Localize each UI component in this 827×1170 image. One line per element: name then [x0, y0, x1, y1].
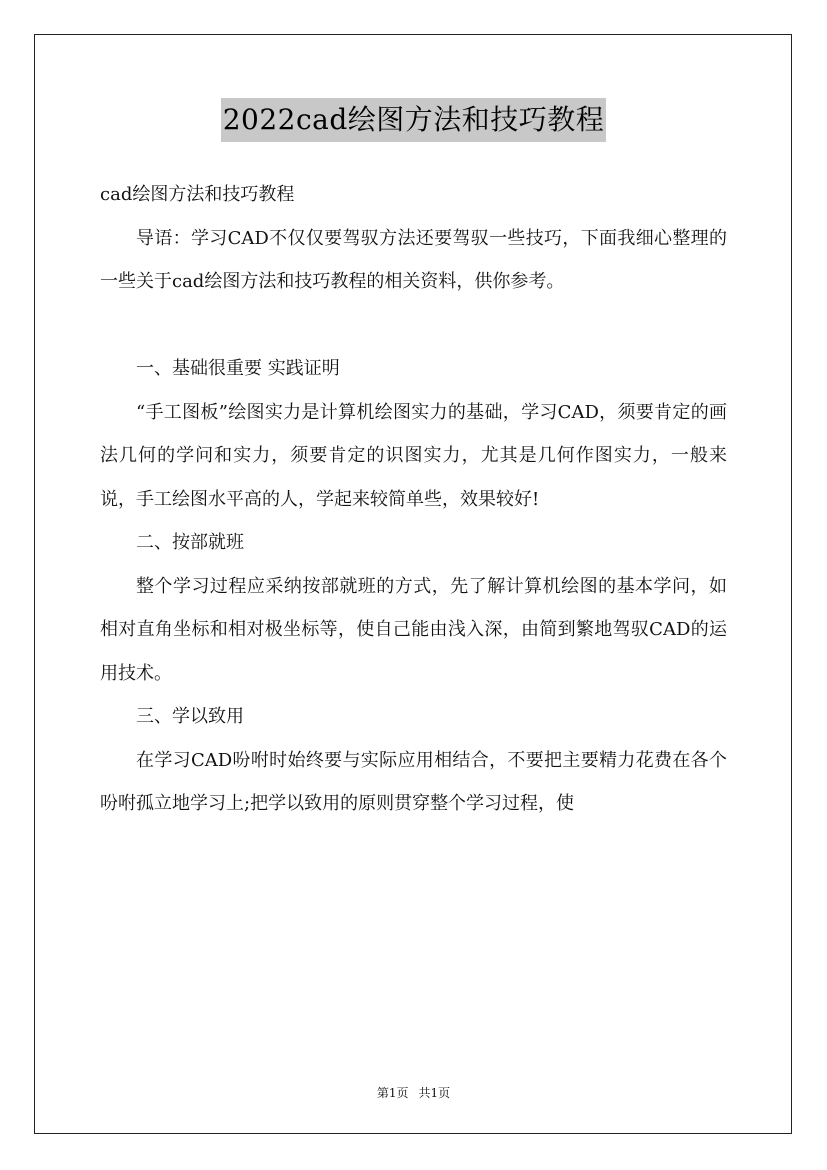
blank-line	[100, 304, 727, 348]
paragraph-section-1: “手工图板”绘图实力是计算机绘图实力的基础，学习CAD，须要肯定的画法几何的学问和实力，须要肯定的识图实力，尤其是几何作图实力，一般来说，手工绘图水平高的人，学起来较简单些，效果较好!	[100, 401, 727, 510]
section-heading-2: 二、按部就班	[136, 532, 244, 553]
paragraph-intro: 导语：学习CAD不仅仅要驾驭方法还要驾驭一些技巧，下面我细心整理的一些关于cad绘图方法和技巧教程的相关资料，供你参考。	[100, 227, 727, 292]
document-title: 2022cad绘图方法和技巧教程	[221, 98, 607, 142]
page-number: 第1页	[376, 1086, 409, 1100]
section-heading-1: 一、基础很重要 实践证明	[136, 358, 340, 379]
document-body	[100, 173, 727, 826]
page-footer	[0, 1084, 827, 1101]
page-total: 共1页	[418, 1086, 451, 1100]
document-subtitle: cad绘图方法和技巧教程	[100, 184, 295, 205]
title-container	[0, 98, 827, 142]
paragraph-section-3: 在学习CAD吩咐时始终要与实际应用相结合，不要把主要精力花费在各个吩咐孤立地学习上;把学以致用的原则贯穿整个学习过程，使	[100, 749, 727, 814]
paragraph-section-2: 整个学习过程应采纳按部就班的方式，先了解计算机绘图的基本学问，如相对直角坐标和相对极坐标等，使自己能由浅入深，由简到繁地驾驭CAD的运用技术。	[100, 575, 727, 684]
section-heading-3: 三、学以致用	[136, 706, 244, 727]
